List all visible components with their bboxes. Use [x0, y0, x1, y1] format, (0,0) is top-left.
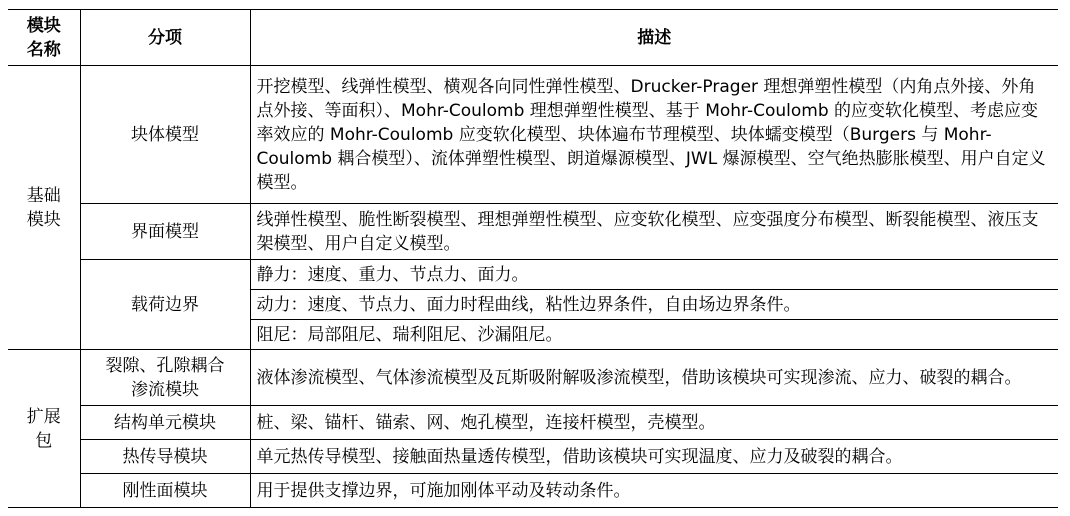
load-boundary-name: 载荷边界: [80, 260, 250, 350]
basic-module-line1: 基础: [26, 185, 61, 206]
table-row: [8, 66, 1058, 204]
header-module-name-line1: 模块: [26, 15, 61, 36]
extension-pack-line1: 扩展: [26, 406, 61, 427]
seepage-module-name: [80, 350, 250, 406]
table-row: [8, 474, 1058, 508]
rigid-module-desc: 用于提供支撑边界，可施加刚体平动及转动条件。: [250, 474, 1058, 508]
header-subitem: 分项: [80, 10, 250, 66]
structure-module-desc: 桩、梁、锚杆、锚索、网、炮孔模型，连接杆模型，壳模型。: [250, 406, 1058, 440]
table-row: [8, 406, 1058, 440]
header-module-name-line2: 名称: [26, 39, 61, 60]
rigid-module-name: 刚性面模块: [80, 474, 250, 508]
load-damping-desc: 阻尼：局部阻尼、瑞利阻尼、沙漏阻尼。: [250, 320, 1058, 350]
interface-model-name: 界面模型: [80, 204, 250, 260]
block-model-desc: 开挖模型、线弹性模型、横观各向同性弹性模型、Drucker-Prager 理想弹塑性模型（内角点外接、外角点外接、等面积）、Mohr-Coulomb 理想弹塑性模型、基于 Mohr-Coulomb 的应变软化模型、考虑应变率效应的 Mohr-Coulomb 应变软化模型、块体遍布节理模型、块体蠕变模型（Burgers 与 Mohr-Coulomb 耦合模型）、流体弹塑性模型、朗道爆源模型、JWL 爆源模型、空气绝热膨胀模型、用户自定义模型。: [250, 66, 1058, 204]
load-static-desc: 静力：速度、重力、节点力、面力。: [250, 260, 1058, 290]
seepage-module-name-line1: 裂隙、孔隙耦合: [105, 355, 225, 376]
extension-pack-cell: [8, 350, 80, 508]
module-table: [8, 9, 1058, 508]
seepage-module-name-line2: 渗流模块: [131, 379, 199, 400]
table-row: [8, 204, 1058, 260]
interface-model-desc: 线弹性模型、脆性断裂模型、理想弹塑性模型、应变软化模型、应变强度分布模型、断裂能模型、液压支架模型、用户自定义模型。: [250, 204, 1058, 260]
table-row: [8, 350, 1058, 406]
header-description: 描述: [250, 10, 1058, 66]
load-dynamic-desc: 动力：速度、节点力、面力时程曲线，粘性边界条件，自由场边界条件。: [250, 290, 1058, 320]
extension-pack-line2: 包: [35, 430, 53, 451]
block-model-name: 块体模型: [80, 66, 250, 204]
basic-module-cell: [8, 66, 80, 350]
heat-module-desc: 单元热传导模型、接触面热量透传模型，借助该模块可实现温度、应力及破裂的耦合。: [250, 440, 1058, 474]
seepage-module-desc: 液体渗流模型、气体渗流模型及瓦斯吸附解吸渗流模型，借助该模块可实现渗流、应力、破裂的耦合。: [250, 350, 1058, 406]
table-row: [8, 440, 1058, 474]
structure-module-name: 结构单元模块: [80, 406, 250, 440]
basic-module-line2: 模块: [26, 209, 61, 230]
table-row: [8, 260, 1058, 290]
heat-module-name: 热传导模块: [80, 440, 250, 474]
header-module-name: [8, 10, 80, 66]
header-row: [8, 10, 1058, 66]
